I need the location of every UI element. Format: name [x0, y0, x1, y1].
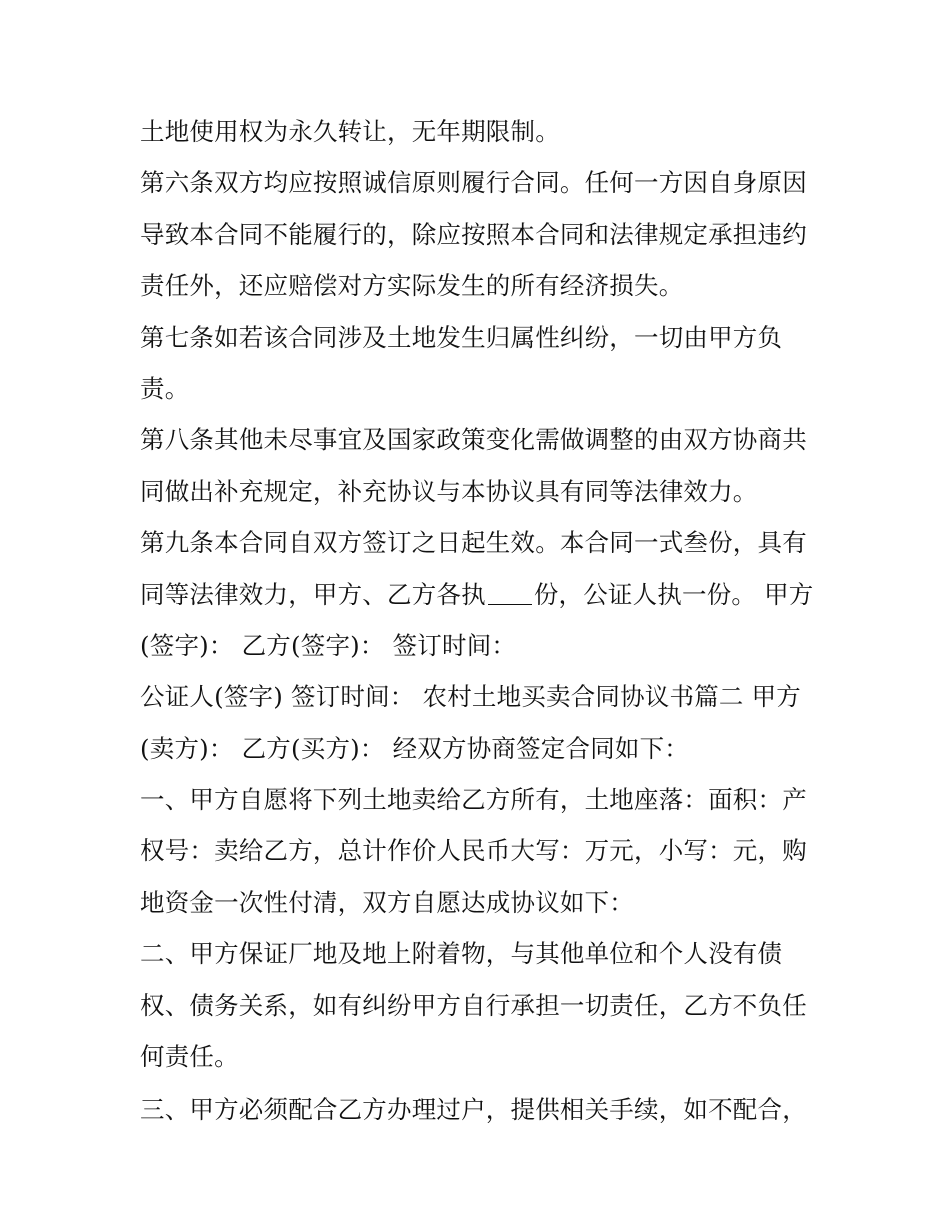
- text-line: 权、债务关系，如有纠纷甲方自行承担一切责任，乙方不负任: [140, 990, 807, 1020]
- text-line: 责任外，还应赔偿对方实际发生的所有经济损失。: [140, 271, 684, 301]
- text-line: 一、甲方自愿将下列土地卖给乙方所有，土地座落：面积：产: [140, 785, 807, 815]
- text-line: 何责任。: [140, 1042, 239, 1072]
- fill-in-blank: [488, 582, 532, 605]
- text-segment: 同等法律效力，甲方、乙方各执: [140, 579, 486, 609]
- text-line-with-blank: [140, 569, 830, 620]
- text-line: 第六条双方均应按照诚信原则履行合同。任何一方因自身原因: [140, 168, 807, 198]
- text-line: 权号：卖给乙方，总计作价人民币大写：万元，小写：元，购: [140, 836, 807, 866]
- text-line: 土地使用权为永久转让，无年期限制。: [140, 117, 560, 146]
- text-line: 地资金一次性付清，双方自愿达成协议如下：: [140, 887, 634, 917]
- text-line: 导致本合同不能履行的，除应按照本合同和法律规定承担违约: [140, 219, 807, 249]
- text-line: 第八条其他未尽事宜及国家政策变化需做调整的由双方协商共: [140, 425, 807, 455]
- text-line: 三、甲方必须配合乙方办理过户，提供相关手续，如不配合，: [140, 1095, 807, 1125]
- document-body: [140, 106, 830, 1136]
- text-line: 第七条如若该合同涉及土地发生归属性纠纷，一切由甲方负: [140, 322, 783, 352]
- text-line: 第九条本合同自双方签订之日起生效。本合同一式叁份，具有: [140, 528, 807, 558]
- text-line: 公证人(签字) 签订时间： 农村土地买卖合同协议书篇二 甲方: [140, 682, 801, 712]
- text-line: 同做出补充规定，补充协议与本协议具有同等法律效力。: [140, 476, 758, 506]
- text-line: 二、甲方保证厂地及地上附着物，与其他单位和个人没有债: [140, 939, 783, 969]
- text-line: (签字)： 乙方(签字)： 签订时间：: [140, 630, 517, 660]
- text-segment: 份，公证人执一份。 甲方: [533, 579, 814, 609]
- text-line: 责。: [140, 373, 190, 403]
- text-line: (卖方)： 乙方(买方)： 经双方协商签定合同如下：: [140, 733, 690, 763]
